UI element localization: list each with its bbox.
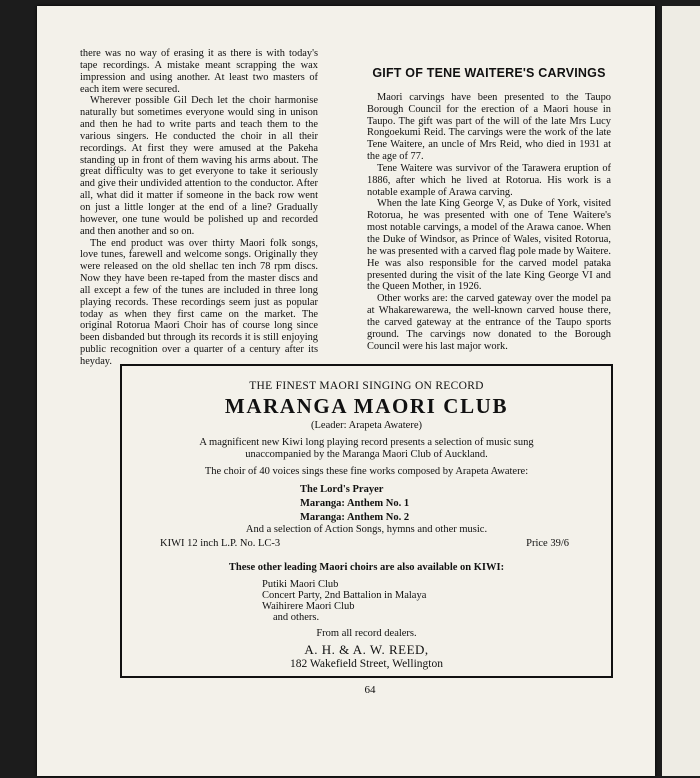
- adjacent-page-edge: [662, 6, 700, 776]
- ad-dealers: From all record dealers.: [316, 628, 417, 639]
- ad-description: A magnificent new Kiwi long playing record presents a selection of music sung: [199, 437, 534, 448]
- ad-actions-line: And a selection of Action Songs, hymns and other music.: [245, 524, 488, 535]
- ad-work-title: Maranga: Anthem No. 2: [300, 512, 410, 523]
- page-number: 64: [364, 684, 376, 696]
- ad-catalogue-number: KIWI 12 inch L.P. No. LC-3: [160, 538, 281, 549]
- ad-other-choir: Waihirere Maori Club: [262, 601, 355, 612]
- ad-work-title: Maranga: Anthem No. 1: [300, 498, 410, 509]
- article-right-column: [367, 48, 611, 352]
- ad-price: Price 39/6: [526, 538, 569, 549]
- record-advertisement: [120, 364, 613, 678]
- ad-address: 182 Wakefield Street, Wellington: [290, 658, 443, 670]
- article-left-column: [80, 48, 318, 368]
- ad-description: unaccompanied by the Maranga Maori Club of Auckland.: [245, 449, 488, 460]
- ad-other-choir: Concert Party, 2nd Battalion in Malaya: [262, 590, 427, 601]
- article-paragraph: Maori carvings have been presented to the Taupo Borough Council for the erection of a Maori house in Taupo. The gift was part of the will of the late Mrs Lucy Rongoekumi Reid. The carvings were the work of the late Tene Waitere, an uncle of Mrs Reid, who died in 1931 at the age of 77.: [367, 91, 611, 163]
- ad-leader: (Leader: Arapeta Awatere): [311, 420, 422, 431]
- ad-choir-line: The choir of 40 voices sings these fine works composed by Arapeta Awatere:: [204, 466, 529, 477]
- ad-publisher: A. H. & A. W. REED,: [304, 642, 429, 657]
- article-paragraph: Wherever possible Gil Dech let the choir harmonise naturally but sometimes everyone would sing in unison and then he had to write parts and teach them to the various singers. He conducted the choir in all their recordings. At first they were amused at the Pakeha standing up in front of them waving his arms about. The great difficulty was to get everyone to take it seriously and give their undivided attention to the conductor. After all, what did it matter if someone in the back row went on just a little longer at the end of a line? Gradually however, one tune would be polished up and recorded and then another and so on.: [80, 95, 318, 237]
- article-paragraph: When the late King George V, as Duke of York, visited Rotorua, he was presented with one of Tene Waitere's most notable carvings, a model of the Arawa canoe. When the Duke of Windsor, as Prince of Wales, visited Rotorua, he was presented with a carved flag pole made by Waitere. He was also responsible for the carved model pataka presented during the visit of the late King George VI and the Queen Mother, in 1926.: [367, 198, 611, 293]
- ad-tagline: THE FINEST MAORI SINGING ON RECORD: [249, 380, 484, 392]
- article-paragraph: there was no way of erasing it as there is with today's tape recordings. A mistake meant scrapping the wax impression and using another. At least two masters of each item were secured.: [80, 48, 318, 95]
- ad-other-choirs-heading: These other leading Maori choirs are also available on KIWI:: [228, 562, 505, 573]
- article-heading: GIFT OF TENE WAITERE'S CARVINGS: [372, 66, 606, 80]
- ad-other-choir: and others.: [273, 612, 320, 623]
- ad-other-choir: Putiki Maori Club: [262, 579, 339, 590]
- ad-club-name: MARANGA MAORI CLUB: [224, 394, 509, 418]
- article-paragraph: Tene Waitere was survivor of the Tarawera eruption of 1886, after which he lived at Rotorua. His work is a notable example of Arawa carving.: [367, 162, 611, 198]
- article-paragraph: The end product was over thirty Maori folk songs, love tunes, farewell and welcome songs. Originally they were released on the old shellac ten inch 78 rpm discs. Now they have been re-taped from the master discs and all except a few of the tunes are included in three long playing records. These recordings seem just as popular today as when they first came on the market. The original Rotorua Maori Choir has of course long since been disbanded but through its records it is still enjoying public recognition over a quarter of a century after its heyday.: [80, 237, 318, 367]
- ad-work-title: The Lord's Prayer: [300, 484, 384, 495]
- article-paragraph: Other works are: the carved gateway over the model pa at Whakarewarewa, the well-known carved house there, the carved gateway at the entrance of the Taupo sports ground. The carvings now donated to the Borough Council were his last major work.: [367, 293, 611, 352]
